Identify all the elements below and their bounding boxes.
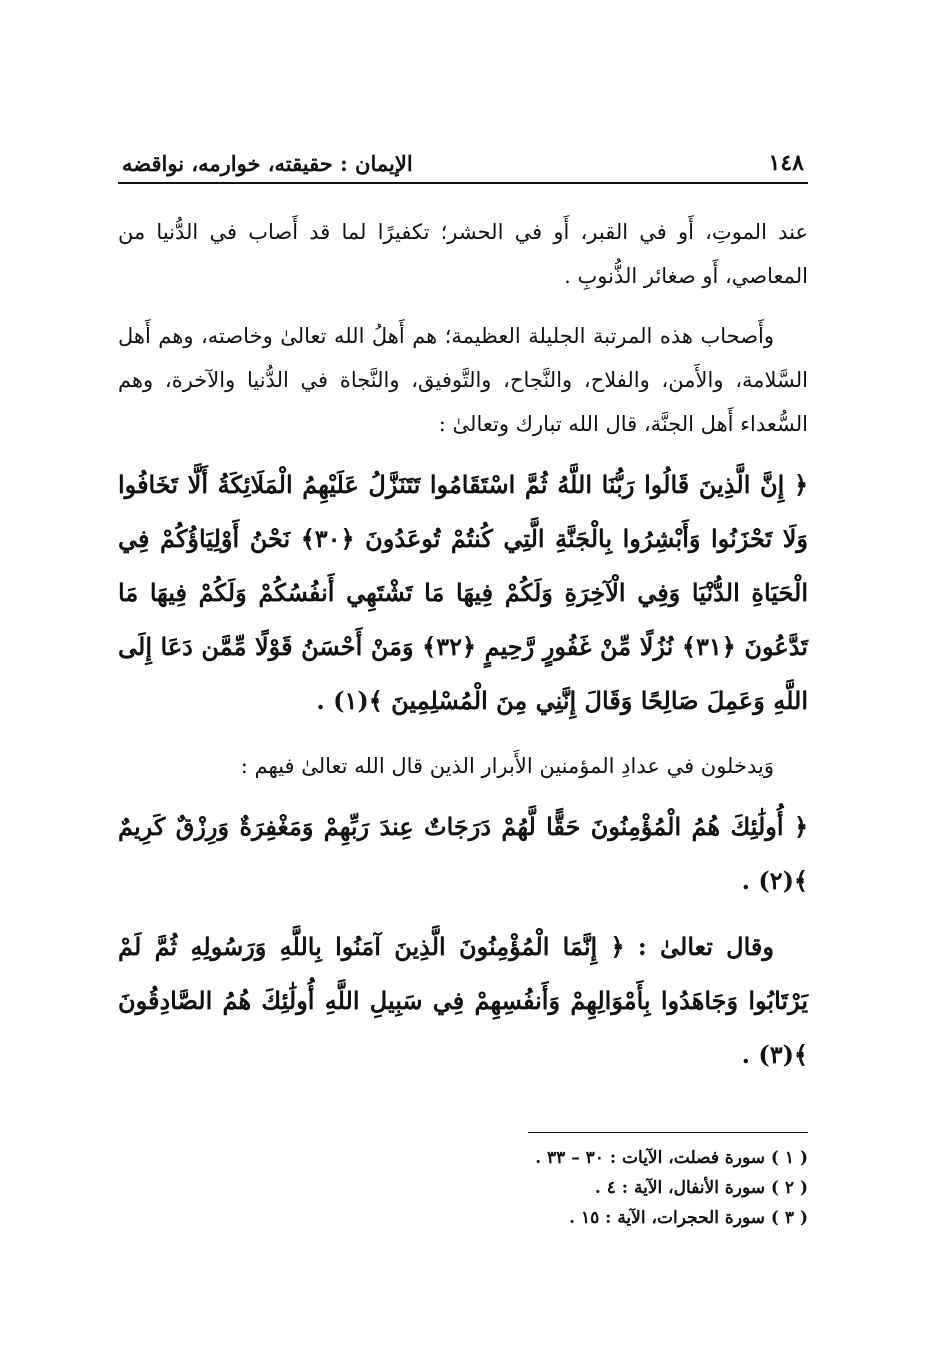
quran-verse-1: ﴿ إِنَّ الَّذِينَ قَالُوا رَبُّنَا اللَّهُ ثُمَّ اسْتَقَامُوا تَتَنَزَّلُ عَلَيْهِمُ الْمَلَائِكَةُ أَلَّا تَخَافُوا وَلَا تَحْزَنُوا وَأَبْشِرُوا بِالْجَنَّةِ الَّتِي كُنتُمْ تُوعَدُونَ ﴿٣٠﴾ نَحْنُ أَوْلِيَاؤُكُمْ فِي الْحَيَاةِ الدُّنْيَا وَفِي الْآخِرَةِ وَلَكُمْ فِيهَا مَا تَشْتَهِي أَنفُسُكُمْ وَلَكُمْ فِيهَا مَا تَدَّعُونَ ﴿٣١﴾ نُزُلًا مِّنْ غَفُورٍ رَّحِيمٍ ﴿٣٢﴾ وَمَنْ أَحْسَنُ قَوْلًا مِّمَّن دَعَا إِلَى اللَّهِ وَعَمِلَ صَالِحًا وَقَالَ إِنَّنِي مِنَ الْمُسْلِمِينَ ﴾(١) .: [118, 470, 808, 715]
paragraph-1: عند الموتِ، أَو في القبر، أَو في الحشر؛ تكفيرًا لما قد أَصاب في الدُّنيا من المعاصي، أَو صغائر الذُّنوبِ .: [118, 220, 808, 288]
quran-verse-3: وقال تعالىٰ : ﴿ إِنَّمَا الْمُؤْمِنُونَ الَّذِينَ آمَنُوا بِاللَّهِ وَرَسُولِهِ ثُمَّ لَمْ يَرْتَابُوا وَجَاهَدُوا بِأَمْوَالِهِمْ وَأَنفُسِهِمْ فِي سَبِيلِ اللَّهِ أُولَٰئِكَ هُمُ الصَّادِقُونَ ﴾(٣) .: [118, 932, 808, 1069]
footnote-2: ( ٢ ) سورة الأنفال، الآية : ٤ .: [594, 1178, 808, 1198]
footnotes: [118, 1132, 808, 1233]
footnote-divider: [528, 1132, 808, 1133]
quran-verse-2: ﴿ أُولَٰئِكَ هُمُ الْمُؤْمِنُونَ حَقًّا لَّهُمْ دَرَجَاتٌ عِندَ رَبِّهِمْ وَمَغْفِرَةٌ وَرِزْقٌ كَرِيمٌ ﴾(٢) .: [118, 812, 808, 895]
body-text: [118, 210, 808, 1082]
paragraph-2: وأَصحاب هذه المرتبة الجليلة العظيمة؛ هم أَهلُ الله تعالىٰ وخاصته، وهم أَهل السَّلامة، والأَمن، والفلاح، والنَّجاح، والتَّوفيق، والنَّجاة في الدُّنيا والآخرة، وهم السُّعداء أَهل الجنَّة، قال الله تبارك وتعالىٰ :: [118, 324, 808, 436]
header-divider: [118, 182, 808, 184]
page-number: ١٤٨: [768, 150, 804, 176]
running-title: الإيمان : حقيقته، خوارمه، نواقضه: [122, 151, 413, 176]
paragraph-3: وَيدخلون في عدادِ المؤمنين الأَبرار الذين قال الله تعالىٰ فيهم :: [240, 754, 774, 778]
page-content: [118, 140, 808, 1082]
footnote-1: ( ١ ) سورة فصلت، الآيات : ٣٠ – ٣٣ .: [535, 1148, 808, 1168]
footnote-3: ( ٣ ) سورة الحجرات، الآية : ١٥ .: [569, 1208, 808, 1228]
running-header: [118, 140, 808, 176]
